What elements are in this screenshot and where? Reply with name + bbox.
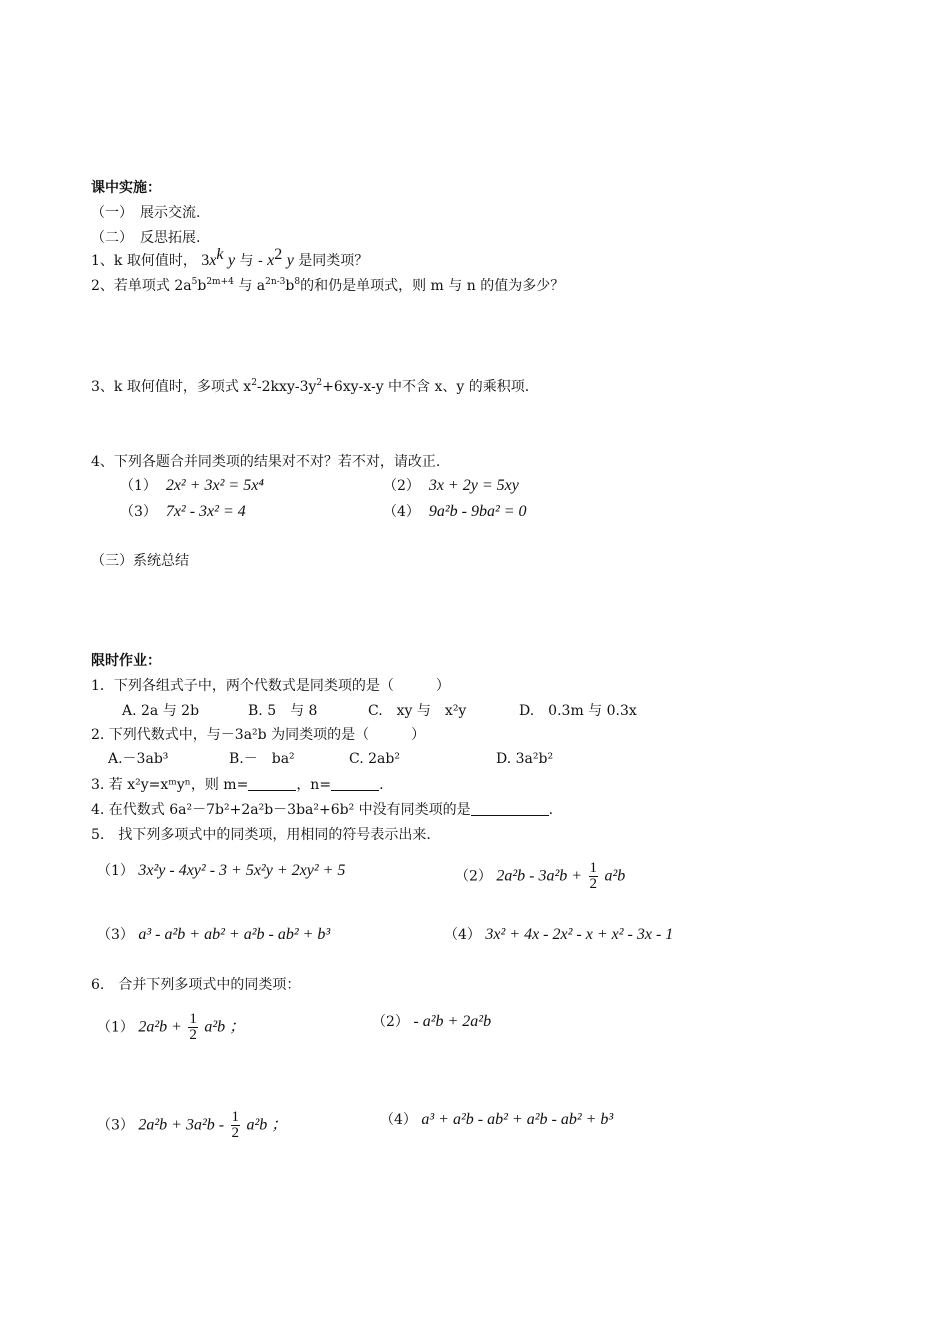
hw6-item-4: （4） a³ + a²b - ab² + a²b - ab² + b³	[380, 1111, 614, 1128]
homework-question-2: 2. 下列代数式中，与－3a²b 为同类项的是（ ）	[91, 727, 426, 743]
homework-question-3: 3. 若 x²y=xᵐyⁿ，则 m= ，n= .	[91, 777, 384, 793]
homework-question-4: 4. 在代数式 6a²－7b²+2a²b－3ba²+6b² 中没有同类项的是 .	[91, 802, 554, 818]
question-1: 1、k 取何值时， $3x^k$ y 与 - $x^2$ y 是同类项？	[91, 246, 369, 269]
hw2-option-c: C. 2ab²	[349, 751, 400, 767]
question-2: 2、若单项式 $2a^5b^{2m+4}$ 与 $a^{2n-3}b^8$的和仍是单项式，则 m 与 n 的值为多少？	[91, 277, 565, 294]
blank-answer	[471, 815, 549, 816]
hw6-item-2: （2） - a²b + 2a²b	[372, 1013, 492, 1030]
q4-item-2: （2） 3x + 2y = 5xy	[383, 477, 519, 494]
hw5-item-4: （4） 3x² + 4x - 2x² - x + x² - 3x - 1	[444, 926, 674, 943]
hw2-option-d: D. 3a²b²	[496, 751, 554, 767]
question-4-title: 4、下列各题合并同类项的结果对不对？若不对，请改正.	[91, 454, 441, 470]
step-1-show-exchange: （一） 展示交流.	[91, 205, 201, 221]
question-3: 3、k 取何值时，多项式 $x^2-2kxy-3y^2+6xy-x-y$ 中不含 x、y 的乘积项.	[91, 378, 530, 395]
fraction-one-half: $\frac{1}{2}$	[231, 1109, 240, 1141]
blank-m	[248, 790, 296, 791]
step-2-reflect-expand: （二） 反思拓展.	[91, 230, 201, 246]
homework-question-6: 6. 合并下列多项式中的同类项：	[91, 977, 301, 993]
fraction-one-half: $\frac{1}{2}$	[189, 1011, 197, 1043]
hw5-item-2: （2） 2a²b - 3a²b + $\frac{1}{2}$ a²b	[455, 860, 626, 892]
hw1-option-a: A. 2a 与 2b	[122, 703, 200, 719]
hw1-option-b: B. 5 与 8	[248, 703, 318, 719]
blank-n	[331, 790, 379, 791]
hw1-option-c: C. xy 与 x²y	[368, 703, 467, 719]
q4-item-4: （4） 9a²b - 9ba² = 0	[383, 503, 527, 520]
q4-item-3: （3） 7x² - 3x² = 4	[120, 503, 246, 520]
fraction-one-half: $\frac{1}{2}$	[589, 860, 598, 892]
system-summary: （三）系统总结	[91, 553, 189, 569]
hw6-item-3: （3） 2a²b + 3a²b - $\frac{1}{2}$ a²b ；	[97, 1109, 288, 1141]
hw6-item-1: （1） 2a²b + $\frac{1}{2}$ a²b ；	[97, 1011, 246, 1043]
hw2-option-a: A.－3ab³	[108, 751, 169, 767]
hw5-item-3: （3） a³ - a²b + ab² + a²b - ab² + b³	[97, 926, 331, 943]
section-title-homework: 限时作业：	[91, 653, 161, 669]
q4-item-1: （1） 2x² + 3x² = 5x⁴	[120, 477, 264, 494]
hw2-option-b: B.－ ba²	[229, 751, 295, 767]
hw5-item-1: （1） 3x²y - 4xy² - 3 + 5x²y + 2xy² + 5	[97, 862, 346, 879]
homework-question-1: 1．下列各组式子中，两个代数式是同类项的是（ ）	[91, 678, 450, 694]
homework-question-5: 5. 找下列多项式中的同类项，用相同的符号表示出来.	[91, 827, 431, 843]
hw1-option-d: D. 0.3m 与 0.3x	[519, 703, 637, 719]
section-title-in-class: 课中实施：	[91, 180, 161, 196]
